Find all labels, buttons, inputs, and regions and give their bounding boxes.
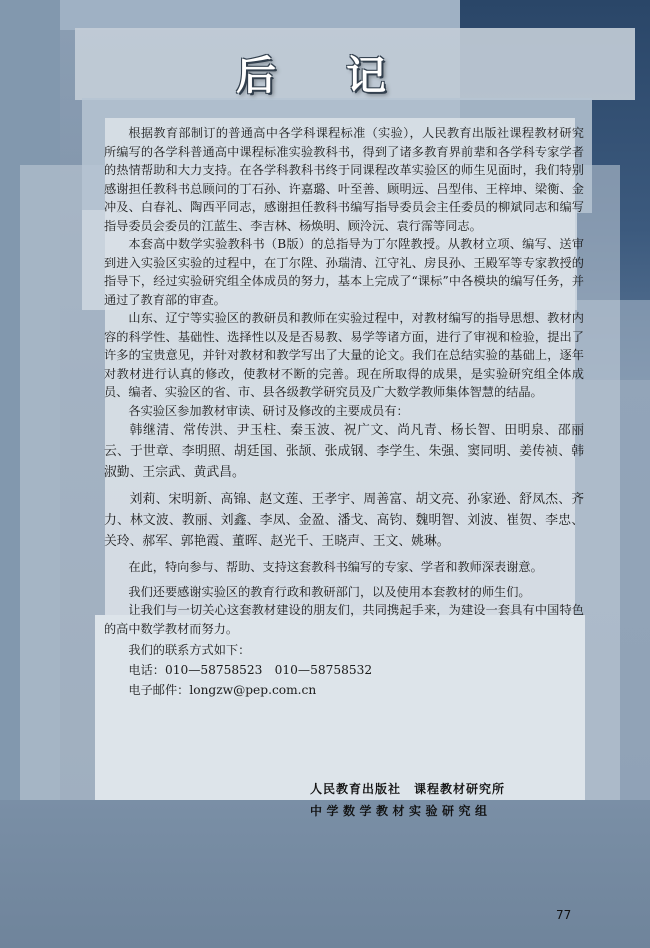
paragraph: 在此，特向参与、帮助、支持这套教科书编写的专家、学者和教师深表谢意。 <box>128 560 543 574</box>
contact-intro: 我们的联系方式如下： <box>128 643 251 657</box>
paragraph: 本套高中数学实验教科书（B版）的总指导为丁尔陞教授。从教材立项、编写、送审到进入实验区实验的过程中，在丁尔陞、孙瑞清、江守礼、房艮孙、王殿军等专家教授的指导下，经过实验研究组全体成员的努力，基本上完成了“课标”中各模块的编写任务，并通过了教育部的审查。 <box>104 237 584 307</box>
bg-block <box>0 800 650 948</box>
member-list: 韩继清、常传洪、尹玉柱、秦玉波、祝广文、尚凡青、杨长智、田明泉、邵丽云、于世章、李明照、胡廷国、张颉、张成钢、李学生、朱强、窦同明、姜传祯、韩淑勤、王宗武、黄武昌。 <box>104 423 584 480</box>
paragraph: 我们还要感谢实验区的教育行政和教研部门，以及使用本套教材的师生们。 <box>128 584 531 599</box>
page-number: 77 <box>556 908 572 922</box>
paragraph: 各实验区参加教材审读、研讨及修改的主要成员有： <box>128 403 409 418</box>
member-list: 刘莉、宋明新、高锦、赵文莲、王孝宇、周善富、胡文亮、孙家逊、舒凤杰、齐力、林文波、教丽、刘鑫、李凤、金盈、潘戈、高钧、魏明智、刘波、崔贺、李忠、关玲、郝军、郭艳霞、董晖、赵光千、王晓声、王文、姚琳。 <box>104 492 584 549</box>
email-address: 电子邮件：longzw@pep.com.cn <box>128 683 317 697</box>
afterword-body <box>104 124 584 700</box>
signature <box>310 778 570 822</box>
signature-publisher: 人民教育出版社 课程教材研究所 <box>310 782 506 796</box>
signature-group: 中学数学教材实验研究组 <box>310 804 492 818</box>
page-title: 后 记 <box>236 53 414 99</box>
paragraph: 山东、辽宁等实验区的教研员和教师在实验过程中，对教材编写的指导思想、教材内容的科学性、基础性、选择性以及是否易教、易学等诸方面，进行了审视和检验，提出了许多的宝贵意见，并针对教材和教学写出了大量的论文。我们在总结实验的基础上，逐年对教材进行认真的修改，使教材不断的完善。现在所取得的成果，是实验研究组全体成员、编者、实验区的省、市、县各级教学研究员及广大数学教师集体智慧的结晶。 <box>104 311 584 399</box>
paragraph: 让我们与一切关心这套教材建设的朋友们，共同携起手来，为建设一套具有中国特色的高中数学教材而努力。 <box>104 603 584 636</box>
paragraph: 根据教育部制订的普通高中各学科课程标准（实验），人民教育出版社课程教材研究所编写的各学科普通高中课程标准实验教科书，得到了诸多教育界前辈和各学科专家学者的热情帮助和大力支持。在各学科教科书终于同课程改革实验区的师生见面时，我们特别感谢担任教科书总顾问的丁石孙、许嘉璐、叶至善、顾明远、吕型伟、王梓坤、梁衡、金冲及、白春礼、陶西平同志，感谢担任教科书编写指导委员会主任委员的柳斌同志和编写指导委员会委员的江蓝生、李吉林、杨焕明、顾泠沅、袁行霈等同志。 <box>104 126 584 233</box>
phone-number: 电话：010—58758523 010—58758532 <box>128 663 373 677</box>
contact-info <box>104 640 584 700</box>
